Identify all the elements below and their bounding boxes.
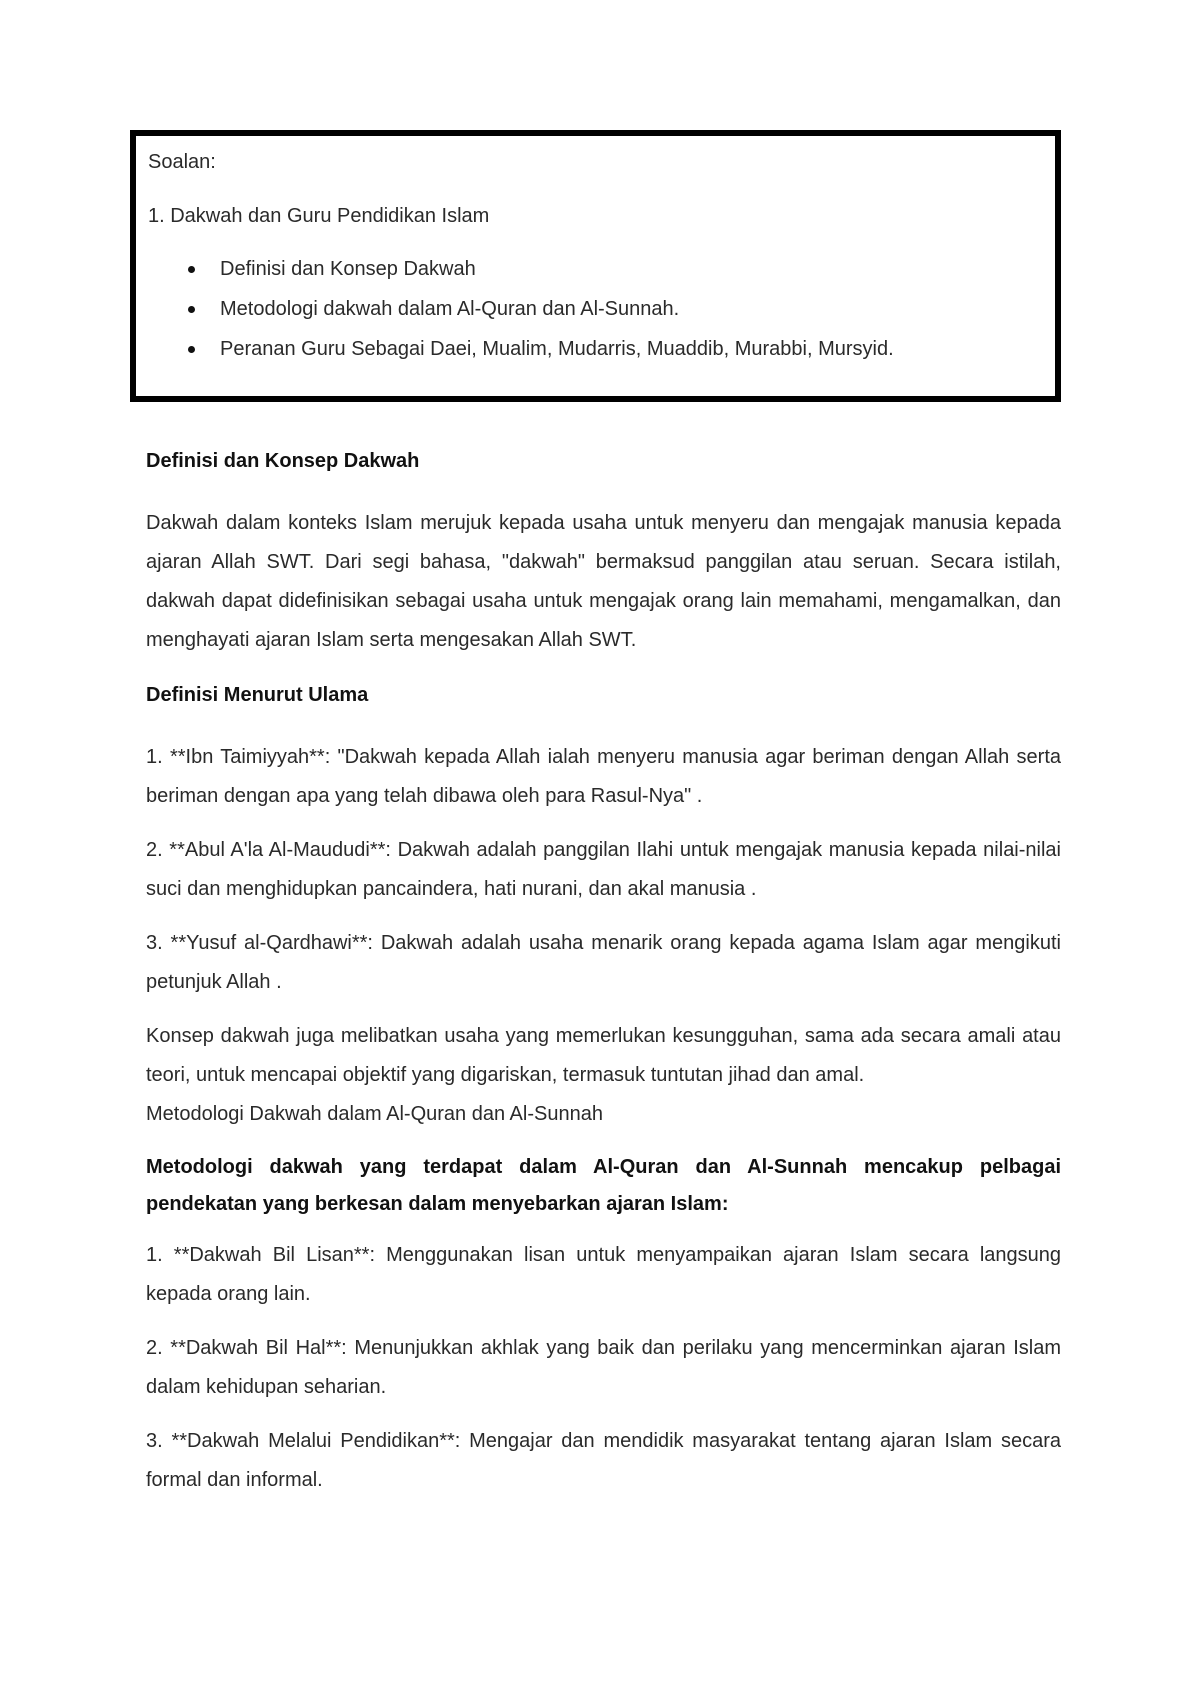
question-bullet-2: Metodologi dakwah dalam Al-Quran dan Al-Sunnah. — [148, 297, 1055, 321]
paragraph-konsep-trailing: Metodologi Dakwah dalam Al-Quran dan Al-Sunnah — [146, 1103, 603, 1125]
heading-definisi: Definisi dan Konsep Dakwah — [146, 450, 420, 472]
heading-ulama: Definisi Menurut Ulama — [146, 684, 369, 706]
ulama-item-1: 1. **Ibn Taimiyyah**: "Dakwah kepada Allah ialah menyeru manusia agar beriman dengan Allah serta beriman dengan apa yang telah dibawa oleh para Rasul-Nya" . — [146, 746, 1061, 807]
question-bullet-list — [148, 257, 1055, 361]
paragraph-konsep: Konsep dakwah juga melibatkan usaha yang memerlukan kesungguhan, sama ada secara amali atau teori, untuk mencapai objektif yang digariskan, termasuk tuntutan jihad dan amal. — [146, 1025, 1061, 1086]
question-box — [130, 130, 1061, 402]
metodologi-item-2: 2. **Dakwah Bil Hal**: Menunjukkan akhlak yang baik dan perilaku yang mencerminkan ajaran Islam dalam kehidupan seharian. — [146, 1337, 1061, 1398]
metodologi-item-3: 3. **Dakwah Melalui Pendidikan**: Mengajar dan mendidik masyarakat tentang ajaran Islam secara formal dan informal. — [146, 1430, 1061, 1491]
ulama-item-2: 2. **Abul A'la Al-Maududi**: Dakwah adalah panggilan Ilahi untuk mengajak manusia kepada nilai-nilai suci dan menghidupkan pancaindera, hati nurani, dan akal manusia . — [146, 839, 1061, 900]
metodologi-item-1: 1. **Dakwah Bil Lisan**: Menggunakan lisan untuk menyampaikan ajaran Islam secara langsung kepada orang lain. — [146, 1244, 1061, 1305]
question-bullet-1: Definisi dan Konsep Dakwah — [148, 257, 1055, 281]
document-body — [146, 448, 1061, 1515]
question-label: Soalan: — [148, 151, 216, 173]
question-item-1: 1. Dakwah dan Guru Pendidikan Islam — [148, 205, 490, 227]
heading-metodologi: Metodologi dakwah yang terdapat dalam Al-Quran dan Al-Sunnah mencakup pelbagai pendekatan yang berkesan dalam menyebarkan ajaran Islam: — [146, 1156, 1061, 1215]
ulama-item-3: 3. **Yusuf al-Qardhawi**: Dakwah adalah usaha menarik orang kepada agama Islam agar mengikuti petunjuk Allah . — [146, 932, 1061, 993]
paragraph-definisi: Dakwah dalam konteks Islam merujuk kepada usaha untuk menyeru dan mengajak manusia kepada ajaran Allah SWT. Dari segi bahasa, "dakwah" bermaksud panggilan atau seruan. Secara istilah, dakwah dapat didefinisikan sebagai usaha untuk mengajak orang lain memahami, mengamalkan, dan menghayati ajaran Islam serta mengesakan Allah SWT. — [146, 512, 1061, 651]
question-bullet-3: Peranan Guru Sebagai Daei, Mualim, Mudarris, Muaddib, Murabbi, Mursyid. — [148, 337, 1055, 361]
